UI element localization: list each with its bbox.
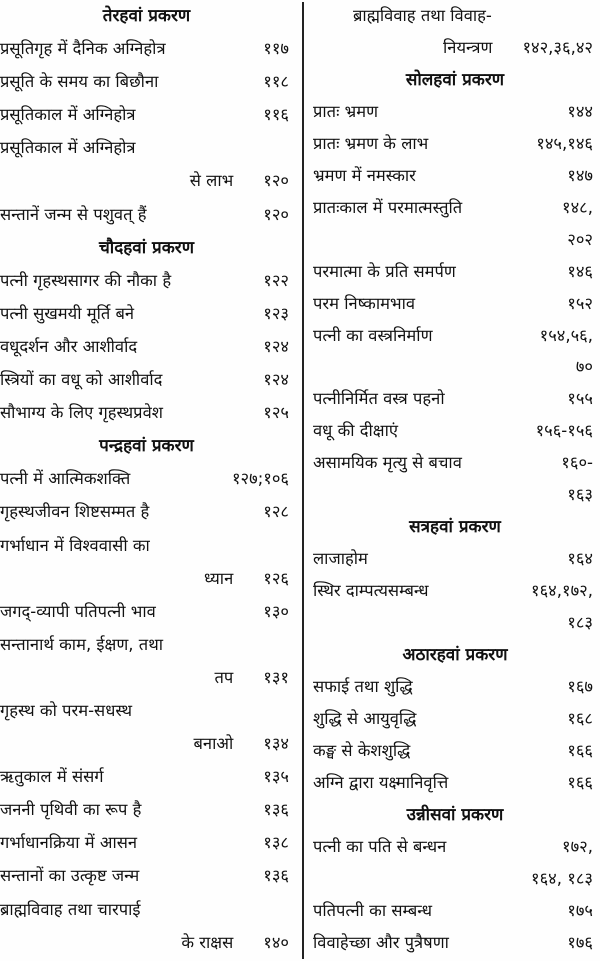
chapter-17-heading: सत्रहवां प्रकरण <box>409 517 501 538</box>
index-entry: वधू की दीक्षाएं १५६-१५६ <box>313 421 593 441</box>
index-entry: विवाहेच्छा और पुत्रैषणा १७६ <box>313 932 593 952</box>
index-entry: सौभाग्य के लिए गृहस्थप्रवेश १२५ <box>0 403 289 423</box>
index-entry: शुद्धि से आयुवृद्धि १६८ <box>313 708 593 728</box>
column-divider <box>302 2 304 959</box>
index-entry: सन्तानार्थ काम, ईक्षण, तथा <box>0 634 164 654</box>
index-entry: पत्नीनिर्मित वस्त्र पहनो १५५ <box>313 389 593 409</box>
index-entry: ब्राह्मविवाह तथा विवाह- <box>353 6 492 25</box>
index-entry: स्त्रियों का वधू को आशीर्वाद १२४ <box>0 370 289 390</box>
index-entry: गर्भाधान में विश्ववासी का <box>0 535 150 555</box>
index-entry-continuation: १६४, १८३ <box>531 868 593 888</box>
index-entry: पत्नी सुखमयी मूर्ति बने १२३ <box>0 303 289 323</box>
index-entry-continuation: से लाभ १२० <box>189 171 289 191</box>
index-entry: पत्नी का पति से बन्धन १७२, <box>313 836 593 856</box>
index-entry-continuation: नियन्त्रण १४२,३६,४२ <box>443 37 593 57</box>
index-entry: प्रसूतिगृह में दैनिक अग्निहोत्र ११७ <box>0 39 289 59</box>
index-entry-continuation: बनाओ १३४ <box>193 734 289 754</box>
chapter-13-heading: तेरहवां प्रकरण <box>102 6 191 26</box>
index-entry: ब्राह्मविवाह तथा चारपाई <box>0 899 141 919</box>
chapter-16-heading: सोलहवां प्रकरण <box>405 69 505 90</box>
chapter-19-heading: उन्नीसवां प्रकरण <box>406 804 504 825</box>
index-entry: लाजाहोम १६४ <box>313 549 593 569</box>
index-entry: स्थिर दाम्पत्यसम्बन्ध १६४,१७२, <box>313 581 593 601</box>
index-entry: सफाई तथा शुद्धि १६७ <box>313 677 593 697</box>
chapter-18-heading: अठारहवां प्रकरण <box>402 645 508 666</box>
index-entry: सन्तानों का उत्कृष्ट जन्म १३६ <box>0 866 289 886</box>
index-entry-continuation: १६३ <box>567 485 593 505</box>
index-entry-continuation: ७० <box>575 357 593 377</box>
chapter-14-heading: चौदहवां प्रकरण <box>99 237 194 258</box>
index-entry: पतिपत्नी का सम्बन्ध १७५ <box>313 900 593 920</box>
index-entry: पत्नी में आत्मिकशक्ति १२७;१०६ <box>0 469 289 489</box>
index-entry: परमात्मा के प्रति समर्पण १४६ <box>313 261 593 281</box>
index-entry: ऋतुकाल में संसर्ग १३५ <box>0 767 289 787</box>
left-column <box>0 0 297 961</box>
index-entry: भ्रमण में नमस्कार १४७ <box>313 165 593 185</box>
index-entry: प्रसूतिकाल में अग्निहोत्र <box>0 138 136 158</box>
index-entry-continuation: ध्यान १२६ <box>204 568 289 588</box>
index-entry: कङ्घ से केशशुद्धि १६६ <box>313 740 593 760</box>
index-entry: वधूदर्शन और आशीर्वाद १२४ <box>0 336 289 356</box>
index-entry: गर्भाधानक्रिया में आसन १३८ <box>0 833 289 853</box>
index-entry: प्रातः भ्रमण के लाभ १४५,१४६ <box>313 133 593 153</box>
index-entry: प्रसूतिकाल में अग्निहोत्र ११६ <box>0 105 289 125</box>
index-entry-continuation: २०२ <box>567 229 593 249</box>
index-entry-continuation: तप १३१ <box>214 667 289 687</box>
index-entry: प्रातःकाल में परमात्मस्तुति १४८, <box>313 197 593 217</box>
index-entry: पत्नी का वस्त्रनिर्माण १५४,५६, <box>313 325 593 345</box>
right-column <box>307 0 597 961</box>
index-entry: प्रसूति के समय का बिछौना ११८ <box>0 72 289 92</box>
index-entry: असामयिक मृत्यु से बचाव १६०- <box>313 453 593 473</box>
index-entry: प्रातः भ्रमण १४४ <box>313 101 593 121</box>
index-entry: जगद्-व्यापी पतिपत्नी भाव १३० <box>0 601 289 621</box>
index-entry-continuation: १८३ <box>567 613 593 633</box>
chapter-15-heading: पन्द्रहवां प्रकरण <box>99 436 194 457</box>
index-entry-continuation: के राक्षस १४० <box>181 932 289 952</box>
index-entry: गृहस्थजीवन शिष्टसम्मत है १२८ <box>0 502 289 522</box>
index-entry: जननी पृथिवी का रूप है १३६ <box>0 800 289 820</box>
index-entry: सन्तानें जन्म से पशुवत् हैं १२० <box>0 204 289 224</box>
index-entry: अग्नि द्वारा यक्ष्मानिवृत्ति १६६ <box>313 772 593 792</box>
index-entry: पत्नी गृहस्थसागर की नौका है १२२ <box>0 270 289 290</box>
index-entry: परम निष्कामभाव १५२ <box>313 293 593 313</box>
index-entry: गृहस्थ को परम-सधस्थ <box>0 700 132 720</box>
